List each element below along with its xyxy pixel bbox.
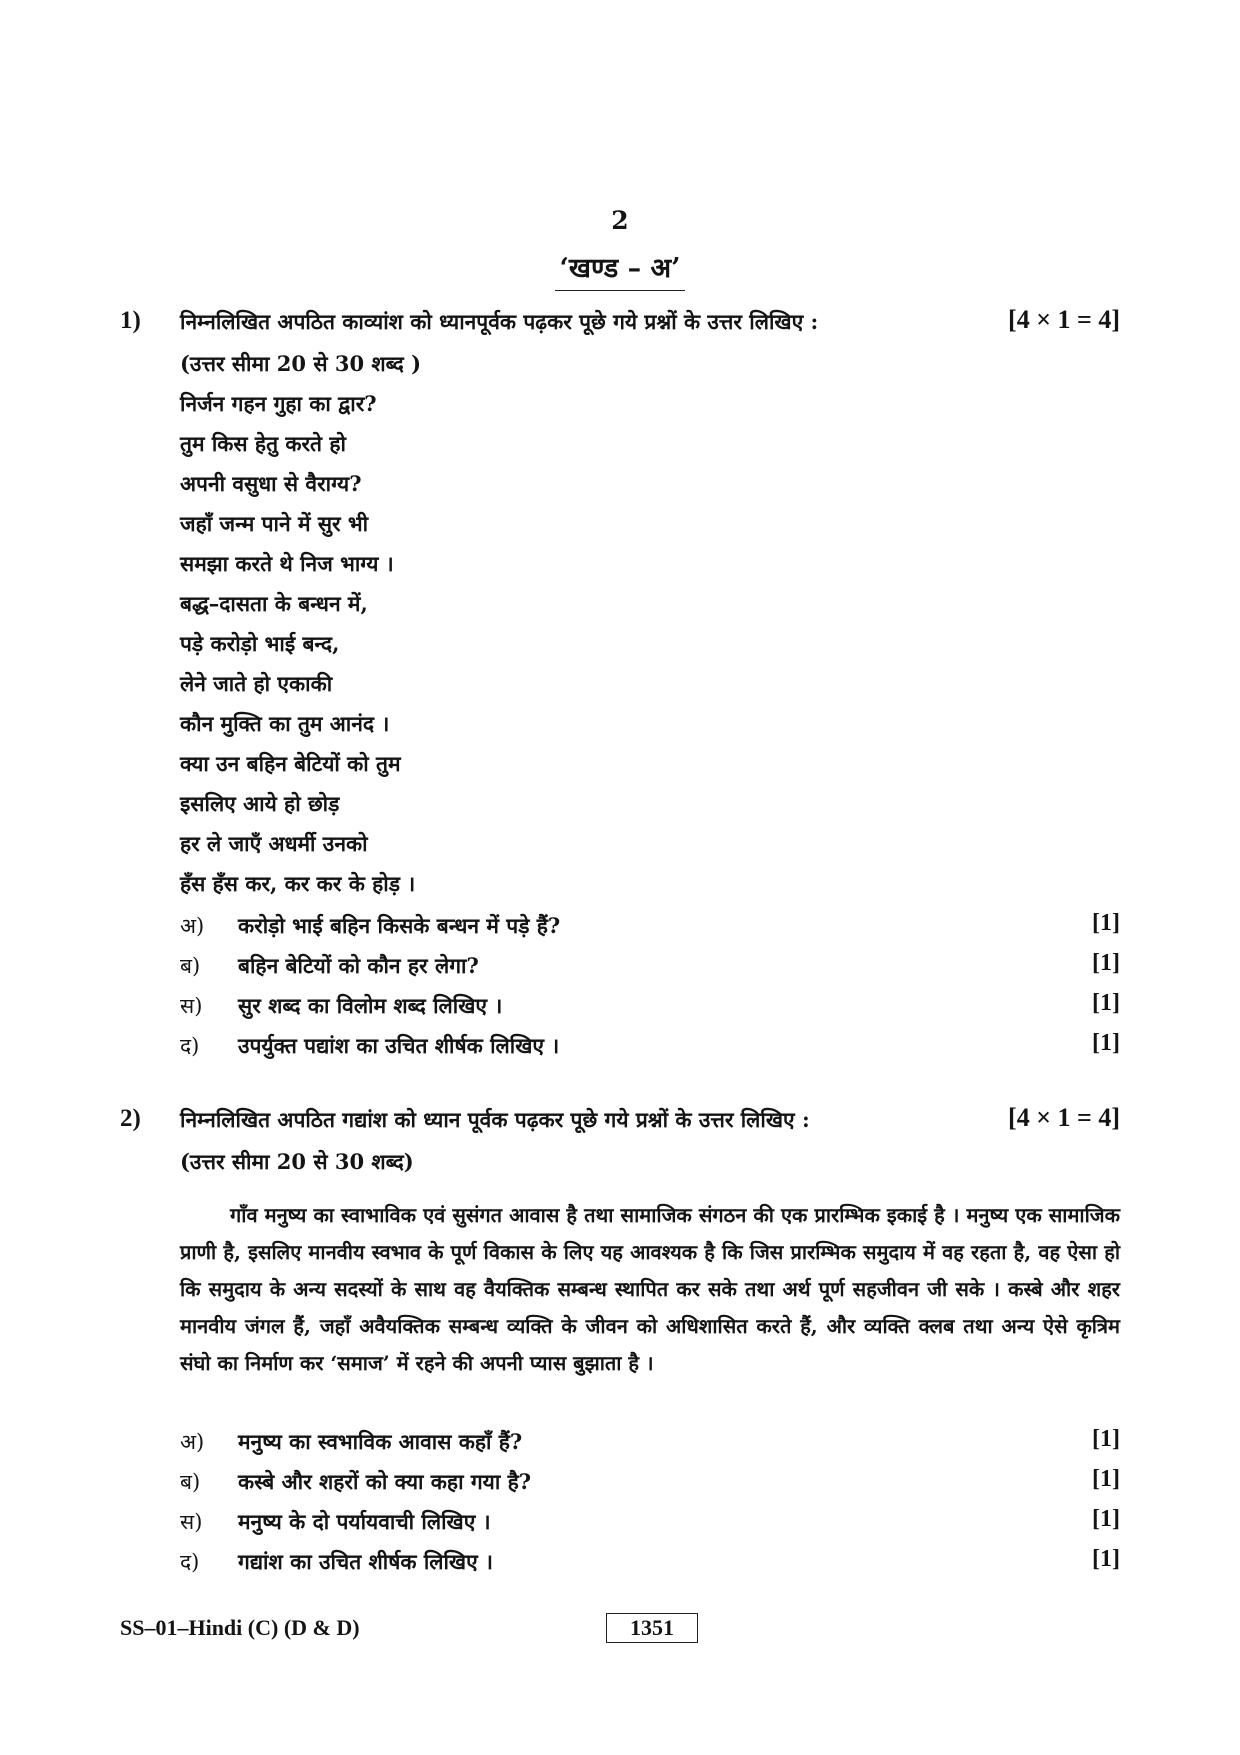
question-2-number: 2) bbox=[120, 1105, 141, 1132]
subquestion-letter: स) bbox=[180, 1510, 203, 1534]
subquestion-mark: [1] bbox=[1092, 1506, 1120, 1532]
poem-line: लेने जाते हो एकाकी bbox=[180, 671, 333, 696]
subquestion-letter: ब) bbox=[180, 954, 201, 978]
subquestion-text: गद्यांश का उचित शीर्षक लिखिए । bbox=[238, 1549, 493, 1574]
subquestion-text: उपर्युक्त पद्यांश का उचित शीर्षक लिखिए । bbox=[238, 1033, 560, 1058]
subquestion-text: करोड़ो भाई बहिन किसके बन्धन में पड़े हैं? bbox=[238, 913, 561, 938]
subquestion-letter: स) bbox=[180, 994, 203, 1018]
question-2-instruction: निम्नलिखित अपठित गद्यांश को ध्यान पूर्वक पढ़कर पूछे गये प्रश्नों के उत्तर लिखिए : bbox=[180, 1107, 810, 1132]
subquestion-mark: [1] bbox=[1092, 1546, 1120, 1572]
subquestion-mark: [1] bbox=[1092, 990, 1120, 1016]
poem-line: तुम किस हेतु करते हो bbox=[180, 431, 346, 456]
subquestion-letter: अ) bbox=[180, 914, 205, 938]
poem-line: हर ले जाएँ अधर्मी उनको bbox=[180, 831, 368, 856]
question-2-word-limit: (उत्तर सीमा 20 से 30 शब्द) bbox=[180, 1149, 414, 1174]
subquestion-mark: [1] bbox=[1092, 910, 1120, 936]
subquestion-letter: अ) bbox=[180, 1430, 205, 1454]
poem-line: हँस हँस कर, कर कर के होड़ । bbox=[180, 871, 416, 896]
subquestion-text: मनुष्य का स्वभाविक आवास कहाँ हैं? bbox=[238, 1429, 523, 1454]
subquestion-mark: [1] bbox=[1092, 950, 1120, 976]
question-1-word-limit: (उत्तर सीमा 20 से 30 शब्द ) bbox=[180, 351, 422, 376]
poem-line: अपनी वसुधा से वैराग्य? bbox=[180, 471, 362, 496]
title-underline bbox=[555, 290, 685, 291]
poem-line: इसलिए आये हो छोड़ bbox=[180, 791, 340, 816]
poem-line: कौन मुक्ति का तुम आनंद । bbox=[180, 711, 390, 736]
subquestion-mark: [1] bbox=[1092, 1466, 1120, 1492]
section-title: ‘खण्ड – अ’ bbox=[559, 253, 681, 284]
page-number: 2 bbox=[611, 206, 629, 235]
subquestion-text: मनुष्य के दो पर्यायवाची लिखिए । bbox=[238, 1509, 491, 1534]
footer-paper-number: 1351 bbox=[606, 1613, 698, 1643]
poem-line: जहाँ जन्म पाने में सुर भी bbox=[180, 511, 369, 536]
poem-line: पड़े करोड़ो भाई बन्द, bbox=[180, 631, 340, 656]
subquestion-letter: द) bbox=[180, 1034, 200, 1058]
question-1-number: 1) bbox=[120, 307, 141, 334]
subquestion-letter: द) bbox=[180, 1550, 200, 1574]
subquestion-text: बहिन बेटियों को कौन हर लेगा? bbox=[238, 953, 479, 978]
subquestion-mark: [1] bbox=[1092, 1030, 1120, 1056]
poem-line: निर्जन गहन गुहा का द्वार? bbox=[180, 391, 377, 416]
footer-paper-code: SS–01–Hindi (C) (D & D) bbox=[120, 1615, 360, 1640]
poem-line: क्या उन बहिन बेटियों को तुम bbox=[180, 751, 401, 776]
question-2-passage: गाँव मनुष्य का स्वाभाविक एवं सुसंगत आवास है तथा सामाजिक संगठन की एक प्रारम्भिक इकाई है । मनुष्य एक सामाजिक प्राणी है, इसलिए मानवीय स्वभाव के पूर्ण विकास के लिए यह आवश्यक है कि जिस प्रारम्भिक समुदाय में वह रहता है, वह ऐसा हो कि समुदाय के अन्य सदस्यों के साथ वह वैयक्तिक सम्बन्ध स्थापित कर सके तथा अर्थ पूर्ण सहजीवन जी सके । कस्बे और शहर मानवीय जंगल हैं, जहाँ अवैयक्तिक सम्बन्ध व्यक्ति के जीवन को अधिशासित करते हैं, और व्यक्ति क्लब तथा अन्य ऐसे कृत्रिम संघो का निर्माण कर ‘समाज’ में रहने की अपनी प्यास बुझाता है । bbox=[180, 1203, 1120, 1375]
subquestion-text: सुर शब्द का विलोम शब्द लिखिए । bbox=[238, 993, 503, 1018]
subquestion-mark: [1] bbox=[1092, 1426, 1120, 1452]
subquestion-text: कस्बे और शहरों को क्या कहा गया है? bbox=[238, 1469, 532, 1494]
question-1-marks: [4 × 1 = 4] bbox=[1008, 305, 1120, 334]
question-1-instruction: निम्नलिखित अपठित काव्यांश को ध्यानपूर्वक पढ़कर पूछे गये प्रश्नों के उत्तर लिखिए : bbox=[180, 309, 819, 334]
poem-line: बद्ध–दासता के बन्धन में, bbox=[180, 591, 368, 616]
question-2-marks: [4 × 1 = 4] bbox=[1008, 1103, 1120, 1132]
subquestion-letter: ब) bbox=[180, 1470, 201, 1494]
poem-line: समझा करते थे निज भाग्य । bbox=[180, 551, 394, 576]
